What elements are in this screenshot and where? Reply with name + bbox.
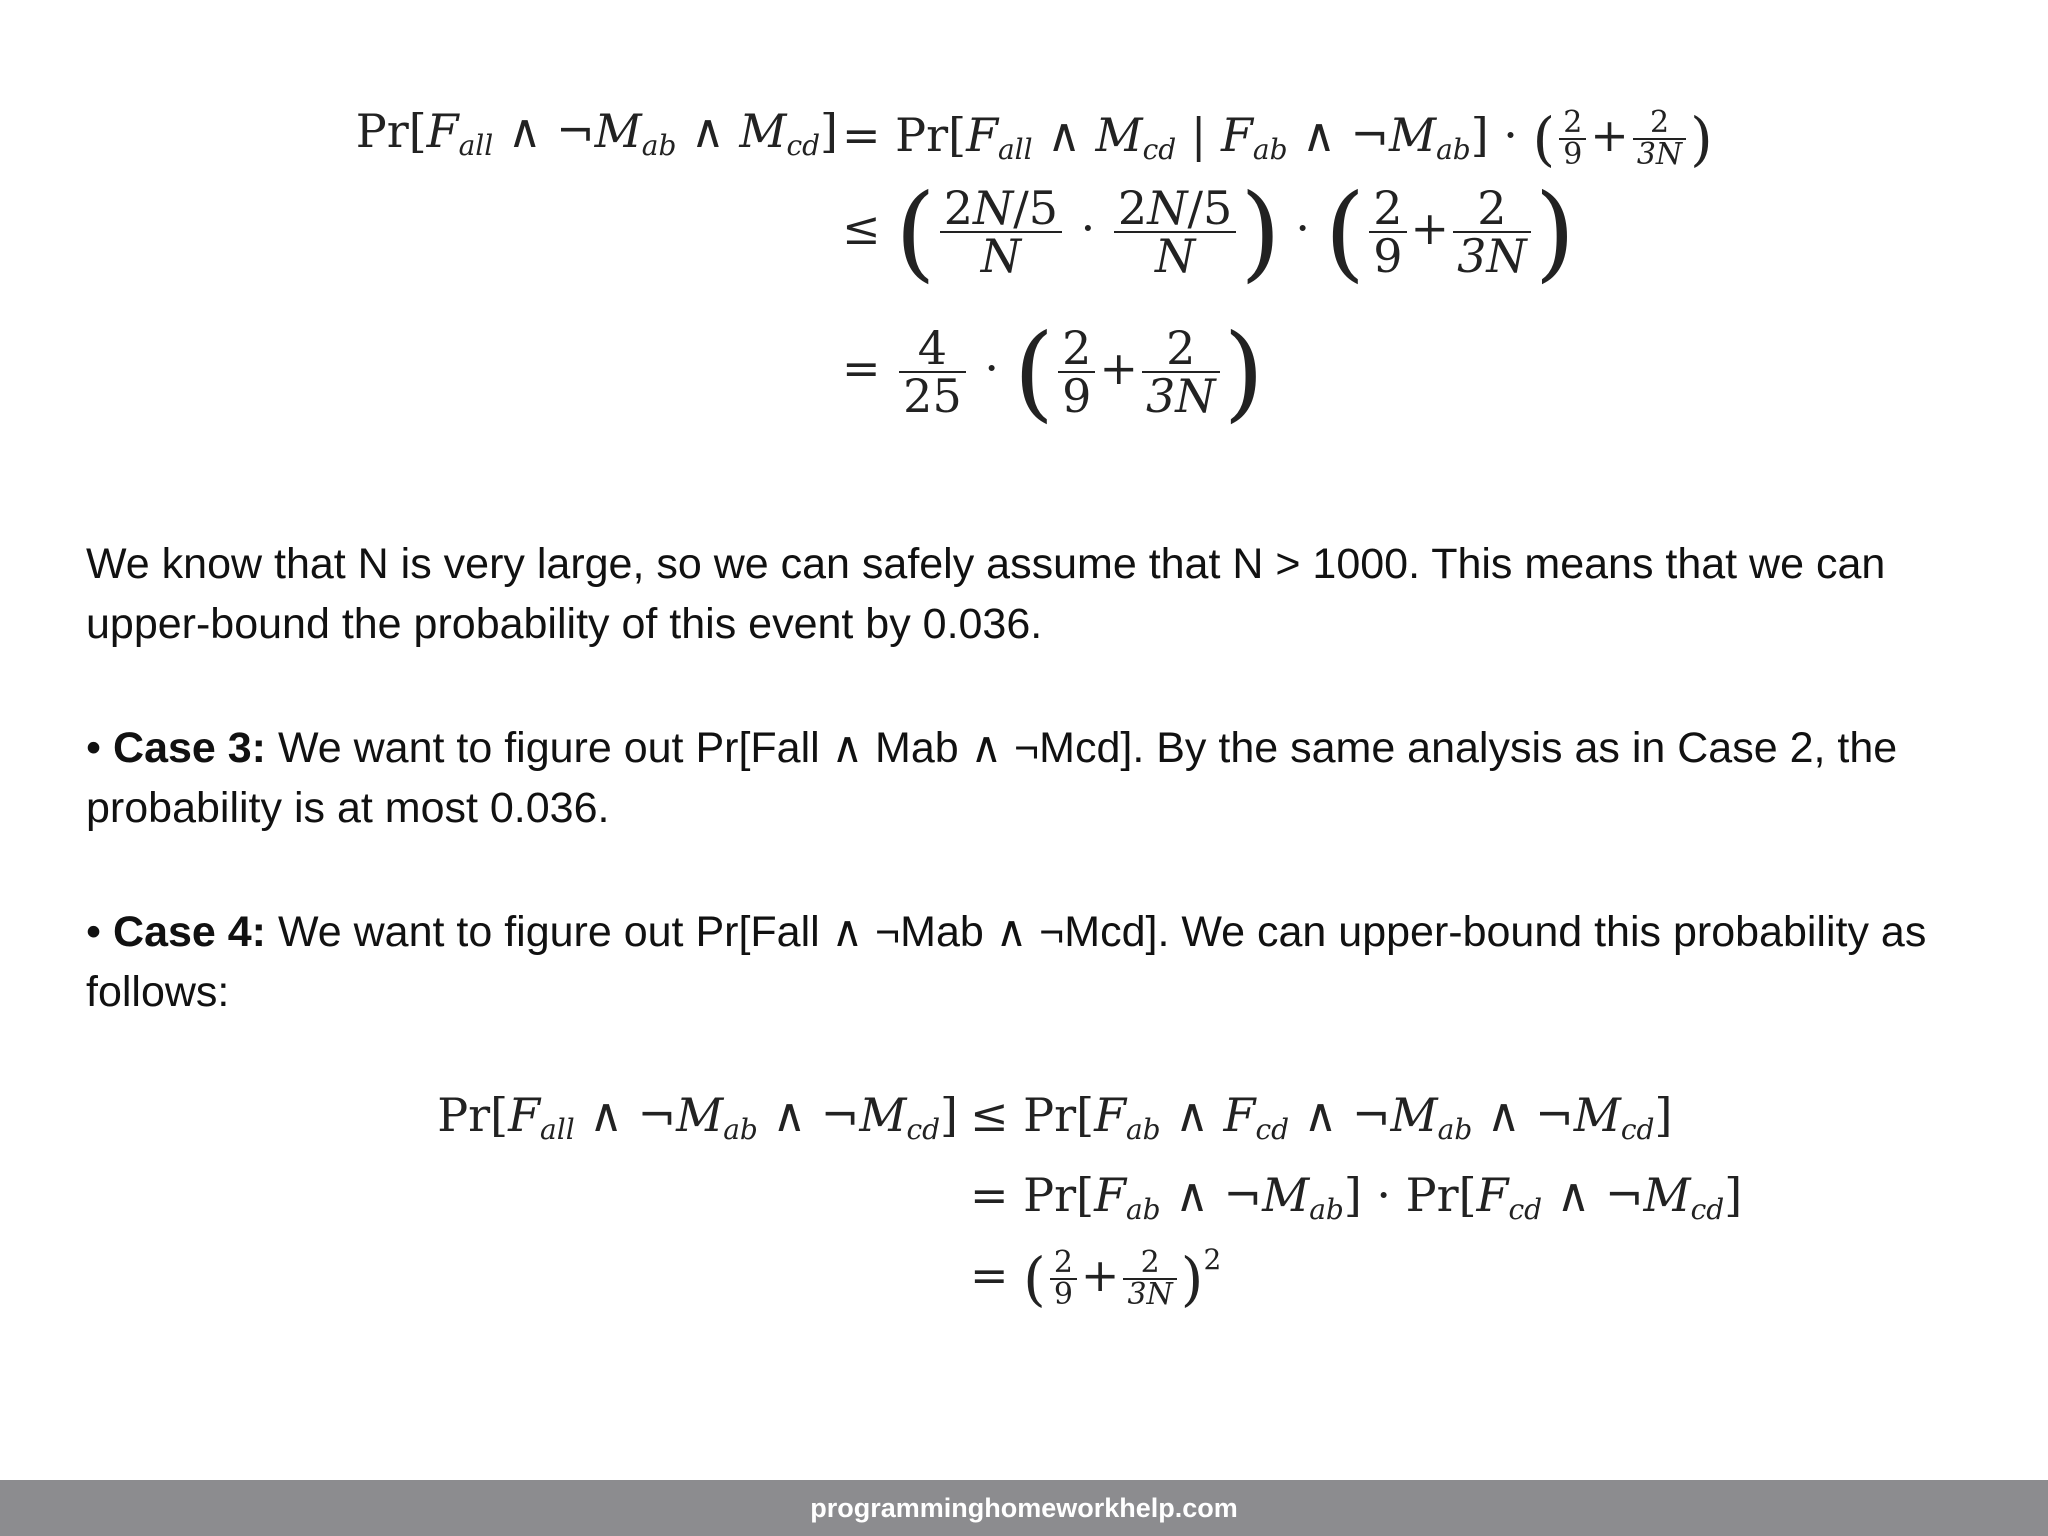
footer-website: programminghomeworkhelp.com bbox=[810, 1492, 1238, 1523]
equation-2-lhs: $Pr[F_{all}$ ∧ $\neg M_{ab}$ ∧ $\neg M_{cd}$] bbox=[437, 1088, 958, 1146]
equation-1-row-3-rhs: = $\frac{4}{25}$ · ( $\frac{2}{9}$ + $\frac{2}{3N}$ ) bbox=[842, 311, 1265, 433]
case-3-text: We want to figure out Pr[Fall ∧ Mab ∧ ¬Mcd]. By the same analysis as in Case 2, the probability is at most 0.036. bbox=[86, 724, 1898, 832]
paragraph-intro-text: We know that N is very large, so we can safely assume that N > 1000. This means that we can upper-bound the probability of this event by 0.036. bbox=[86, 540, 1886, 648]
equation-2-row-2 bbox=[970, 1168, 2040, 1242]
case-4-text: We want to figure out Pr[Fall ∧ ¬Mab ∧ ¬Mcd]. We can upper-bound this probability as follows: bbox=[86, 908, 1927, 1016]
equation-1-row-2-rhs: ≤ ( $\frac{2N/5}{N}$ · $\frac{2N/5}{N}$ ) · ( $\frac{2}{9}$ + $\frac{2}{3N}$ ) bbox=[842, 171, 1576, 293]
equation-2-row-2-rhs: = $Pr[F_{ab}$ ∧ $\neg M_{ab}] \cdot Pr[F_{cd}$ ∧ $\neg M_{cd}$] bbox=[970, 1168, 1743, 1226]
equation-block-2 bbox=[0, 1080, 2048, 1340]
equation-2-row-3 bbox=[970, 1243, 2040, 1338]
paragraph-intro bbox=[86, 534, 1986, 654]
equation-2-row-1 bbox=[0, 1088, 2048, 1162]
case-4-item bbox=[86, 902, 1986, 1022]
equation-1-row-1-rhs: = $Pr[F_{all}$ ∧ $M_{cd}$ | $F_{ab}$ ∧ $\neg M_{ab}$] · ( $\frac{2}{9}$ + $\frac{2}{3N}$ ) bbox=[842, 105, 1713, 173]
case-3-item bbox=[86, 718, 1986, 838]
bullet-icon: • bbox=[86, 724, 102, 772]
equation-1-row-2 bbox=[842, 171, 2042, 310]
equation-2-row-3-rhs: = ( $\frac{2}{9}$ + $\frac{2}{3N}$ )$^2$ bbox=[970, 1243, 1222, 1313]
equation-1-row-1 bbox=[0, 104, 2048, 178]
case-3-label: Case 3: bbox=[113, 724, 266, 772]
equation-1-row-3 bbox=[842, 311, 2042, 450]
equation-1-lhs: $Pr[F_{all}$ ∧ $\neg M_{ab}$ ∧ $M_{cd}$] bbox=[355, 104, 838, 162]
equation-2-row-1-rhs: ≤ $Pr[F_{ab}$ ∧ $F_{cd}$ ∧ $\neg M_{ab}$ ∧ $\neg M_{cd}$] bbox=[970, 1088, 1673, 1146]
bullet-icon: • bbox=[86, 908, 102, 956]
equation-block-1 bbox=[0, 0, 2048, 470]
case-4-label: Case 4: bbox=[113, 908, 266, 956]
footer-bar bbox=[0, 1480, 2048, 1536]
